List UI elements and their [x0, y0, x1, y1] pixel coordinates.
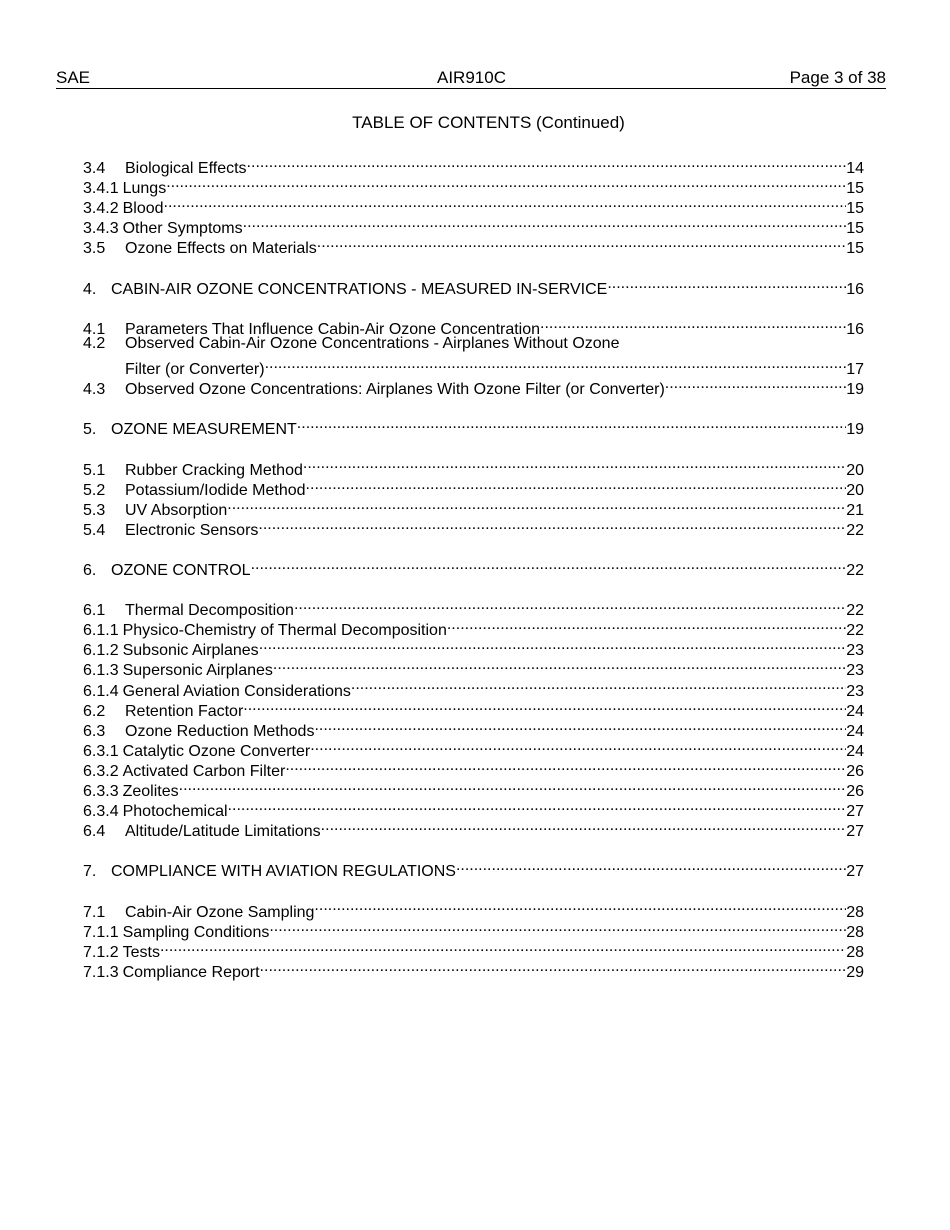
toc-entry-number: 3.4.2: [83, 200, 119, 218]
toc-entry-number: 3.4: [83, 160, 106, 178]
toc-entry-page: 22: [846, 622, 864, 640]
toc-entry-label: Catalytic Ozone Converter: [122, 742, 311, 760]
dot-leader: [540, 314, 846, 334]
toc-entry-page: 24: [846, 702, 864, 720]
dot-leader: [265, 354, 847, 374]
toc-entry-page: 15: [846, 200, 864, 218]
toc-entry-page: 16: [846, 320, 864, 338]
toc-entry-label: Physico-Chemistry of Thermal Decomposition: [122, 622, 447, 640]
toc-entry-page: 23: [846, 642, 864, 660]
toc-entry-label: Parameters That Influence Cabin-Air Ozone Concentration: [125, 320, 541, 338]
toc-entry-label: Activated Carbon Filter: [122, 762, 286, 780]
dot-leader: [314, 896, 846, 916]
toc-entry-number: 5.2: [83, 481, 106, 499]
toc-entry-label: Photochemical: [122, 803, 228, 821]
toc-entry[interactable]: [83, 555, 864, 579]
toc-entry[interactable]: [83, 414, 864, 439]
toc-entry-page: 19: [846, 421, 864, 439]
dot-leader: [259, 635, 847, 655]
toc-entry-number: 7.1: [83, 903, 106, 921]
dot-leader: [247, 153, 847, 173]
toc-entry[interactable]: [83, 595, 864, 620]
toc-entry[interactable]: [83, 153, 864, 178]
dot-leader: [273, 655, 846, 675]
toc-entry[interactable]: [83, 454, 864, 479]
toc-entry-page: 28: [846, 923, 864, 941]
toc-entry-number: 5.1: [83, 461, 106, 479]
toc-title: TABLE OF CONTENTS (Continued): [352, 113, 625, 132]
toc-entry-label: Subsonic Airplanes: [122, 642, 259, 660]
toc-entry-label: UV Absorption: [125, 501, 228, 519]
toc-entry-label: Tests: [122, 943, 160, 961]
toc-entry-number: 6.4: [83, 823, 106, 841]
toc-entry-number: 7.1.1: [83, 923, 119, 941]
toc-entry-number: 5.4: [83, 521, 106, 539]
toc-entry-number: 6.1.1: [83, 622, 119, 640]
toc-entry-label: Cabin-Air Ozone Sampling: [125, 903, 315, 921]
toc-entry-label: Potassium/Iodide Method: [125, 481, 306, 499]
table-of-contents: [83, 153, 864, 981]
dot-leader: [306, 475, 847, 495]
dot-leader: [164, 193, 847, 213]
toc-entry-page: 28: [846, 903, 864, 921]
dot-leader: [456, 856, 846, 876]
dot-leader: [351, 675, 846, 695]
toc-entry-page: 16: [846, 280, 864, 298]
toc-entry-number: 4.2: [83, 334, 106, 352]
dot-leader: [321, 816, 847, 836]
toc-entry-label: Lungs: [122, 180, 167, 198]
toc-entry-page: 24: [846, 742, 864, 760]
toc-entry-label: Biological Effects: [125, 160, 247, 178]
toc-entry-page: 22: [846, 561, 864, 579]
toc-entry-page: 20: [846, 481, 864, 499]
toc-entry-label: Observed Cabin-Air Ozone Concentrations - Airplanes Without Ozone: [125, 334, 620, 352]
toc-entry-label: Blood: [122, 200, 164, 218]
page-header: [56, 68, 886, 89]
toc-entry-label: General Aviation Considerations: [122, 682, 351, 700]
toc-entry-page: 15: [846, 240, 864, 258]
toc-entry-number: 4.3: [83, 381, 106, 399]
dot-leader: [228, 796, 847, 816]
dot-leader: [447, 615, 846, 635]
dot-leader: [317, 233, 846, 253]
toc-entry-number: 3.4.1: [83, 180, 119, 198]
toc-entry-page: 22: [846, 521, 864, 539]
toc-entry-label: Supersonic Airplanes: [122, 662, 273, 680]
dot-leader: [294, 595, 846, 615]
toc-entry-page: 27: [846, 803, 864, 821]
dot-leader: [303, 454, 846, 474]
toc-entry-page: 23: [846, 682, 864, 700]
toc-entry-page: 19: [846, 381, 864, 399]
toc-entry-page: 27: [846, 863, 864, 881]
toc-entry-number: 6.3.2: [83, 762, 119, 780]
toc-entry[interactable]: [83, 937, 864, 961]
toc-entry[interactable]: [83, 896, 864, 921]
dot-leader: [607, 274, 846, 294]
toc-entry-label: Sampling Conditions: [122, 923, 270, 941]
toc-entry-number: 6.: [83, 561, 97, 579]
toc-entry-label: Ozone Effects on Materials: [125, 240, 317, 258]
toc-entry-page: 20: [846, 461, 864, 479]
dot-leader: [243, 213, 847, 233]
toc-entry-page: 21: [846, 501, 864, 519]
toc-entry-number: 6.3.3: [83, 783, 119, 800]
toc-entry-page: 24: [846, 722, 864, 740]
toc-entry-number: 7.: [83, 863, 97, 881]
toc-entry-number: 6.1: [83, 602, 106, 620]
toc-entry-page: 29: [846, 963, 864, 981]
toc-entry-page: 15: [846, 220, 864, 238]
toc-entry-page: 15: [846, 180, 864, 198]
dot-leader: [227, 495, 846, 515]
toc-entry-page: 14: [846, 160, 864, 178]
toc-entry-number: 5.: [83, 421, 97, 439]
toc-entry-number: 6.3: [83, 722, 106, 740]
toc-entry-label: Other Symptoms: [122, 220, 243, 238]
dot-leader: [179, 776, 847, 796]
toc-entry-label-continued: Filter (or Converter): [125, 361, 265, 379]
dot-leader: [251, 555, 847, 575]
toc-entry-label: OZONE CONTROL: [111, 561, 251, 579]
toc-entry-number: 4.: [83, 280, 97, 298]
dot-leader: [285, 756, 846, 776]
toc-entry-label: Electronic Sensors: [125, 521, 259, 539]
toc-entry-label: Compliance Report: [122, 963, 260, 981]
toc-entry-number: 7.1.2: [83, 943, 119, 961]
toc-entry-page: 26: [846, 762, 864, 780]
toc-entry-label: COMPLIANCE WITH AVIATION REGULATIONS: [111, 863, 456, 881]
toc-entry-page: 17: [846, 361, 864, 379]
toc-entry[interactable]: [83, 776, 864, 800]
dot-leader: [258, 515, 846, 535]
toc-entry-page: 23: [846, 662, 864, 680]
toc-entry-number: 5.3: [83, 501, 106, 519]
toc-entry-number: 3.5: [83, 240, 106, 258]
dot-leader: [297, 414, 846, 434]
toc-entry-label: CABIN-AIR OZONE CONCENTRATIONS - MEASURED IN-SERVICE: [111, 280, 608, 298]
toc-entry-number: 6.1.4: [83, 682, 119, 700]
toc-entry[interactable]: [83, 274, 864, 298]
toc-entry-label: Ozone Reduction Methods: [125, 722, 315, 740]
header-page-number: Page 3 of 38: [789, 68, 886, 87]
dot-leader: [160, 937, 846, 957]
toc-entry[interactable]: [83, 213, 864, 238]
toc-entry[interactable]: [83, 796, 864, 821]
toc-entry[interactable]: [83, 354, 864, 379]
header-publisher: SAE: [56, 68, 91, 87]
toc-entry-page: 22: [846, 602, 864, 620]
dot-leader: [314, 716, 846, 736]
toc-entry[interactable]: [83, 334, 864, 354]
toc-entry-page: 27: [846, 823, 864, 841]
dot-leader: [665, 374, 846, 394]
toc-entry[interactable]: [83, 314, 864, 338]
toc-entry-number: 6.1.2: [83, 642, 119, 660]
toc-entry-number: 6.2: [83, 702, 106, 720]
toc-entry[interactable]: [83, 856, 864, 881]
toc-entry-number: 6.1.3: [83, 662, 119, 680]
dot-leader: [166, 173, 846, 193]
toc-entry-label: Rubber Cracking Method: [125, 461, 303, 479]
toc-entry-label: OZONE MEASUREMENT: [111, 421, 297, 439]
toc-entry-number: 6.3.1: [83, 742, 119, 760]
toc-entry-number: 6.3.4: [83, 803, 119, 821]
toc-entry[interactable]: [83, 957, 864, 981]
dot-leader: [310, 736, 846, 756]
toc-entry-label: Altitude/Latitude Limitations: [125, 823, 321, 841]
toc-entry-number: 7.1.3: [83, 963, 119, 981]
toc-entry-number: 3.4.3: [83, 220, 119, 238]
dot-leader: [269, 917, 846, 937]
toc-entry-label: Zeolites: [122, 783, 179, 800]
toc-entry-label: Thermal Decomposition: [125, 602, 294, 620]
dot-leader: [260, 957, 847, 977]
toc-entry-label: Retention Factor: [125, 702, 244, 720]
toc-entry-page: 26: [846, 783, 864, 800]
toc-entry-number: 4.1: [83, 320, 106, 338]
toc-entry[interactable]: [83, 193, 864, 218]
toc-entry-page: 28: [846, 943, 864, 961]
toc-entry-label: Observed Ozone Concentrations: Airplanes With Ozone Filter (or Converter): [125, 381, 665, 399]
toc-entry[interactable]: [83, 173, 864, 198]
header-document-id: AIR910C: [437, 68, 506, 87]
dot-leader: [243, 696, 846, 716]
